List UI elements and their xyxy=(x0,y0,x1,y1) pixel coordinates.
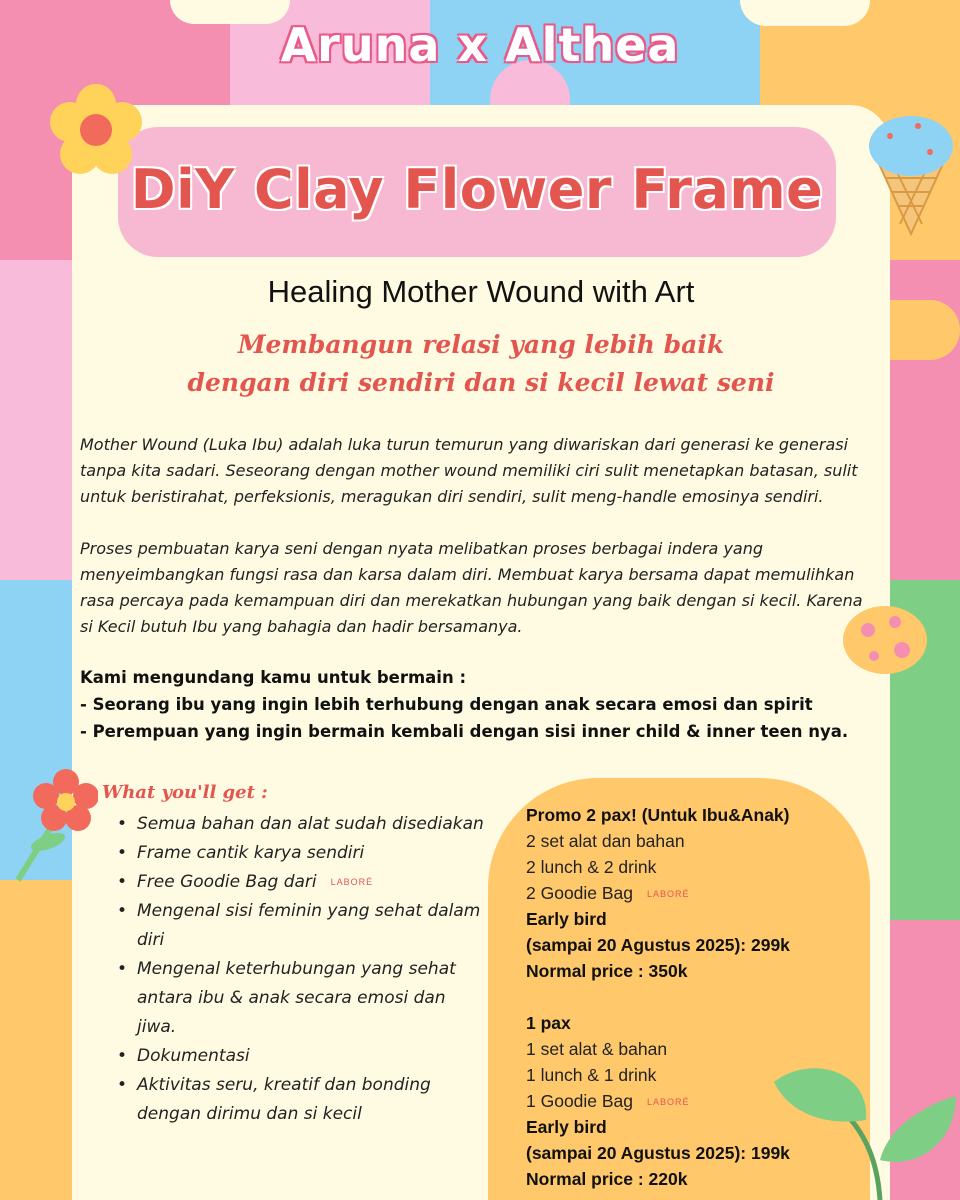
promo1-item: 1 lunch & 1 drink xyxy=(526,1065,657,1085)
list-item xyxy=(115,955,485,1042)
benefits-list xyxy=(115,810,485,1129)
list-item xyxy=(115,1042,485,1071)
promo2-early-price: (sampai 20 Agustus 2025): 299k xyxy=(526,935,790,955)
list-item xyxy=(115,839,485,868)
promo2-item-text: 2 Goodie Bag xyxy=(526,883,634,903)
invite-item: - Perempuan yang ingin bermain kembali dengan sisi inner child & inner teen nya. xyxy=(80,722,849,741)
list-item xyxy=(115,868,485,897)
invite-heading: Kami mengundang kamu untuk bermain : xyxy=(80,668,467,687)
labore-logo: LABORÉ xyxy=(647,889,690,900)
invite-item: - Seorang ibu yang ingin lebih terhubung dengan anak secara emosi dan spirit xyxy=(80,695,813,714)
tagline xyxy=(72,326,890,402)
list-item-text: Aktivitas seru, kreatif dan bonding dengan dirimu dan si kecil xyxy=(137,1075,431,1124)
flower-stem-icon xyxy=(8,768,98,888)
list-item-text: Mengenal keterhubungan yang sehat antara ibu & anak secara emosi dan jiwa. xyxy=(137,959,456,1037)
benefits-title: What you'll get : xyxy=(102,782,268,803)
promo2-normal-price: Normal price : 350k xyxy=(526,961,688,981)
list-item xyxy=(115,810,485,839)
intro-paragraph: Mother Wound (Luka Ibu) adalah luka turun temurun yang diwariskan dari generasi ke generasi tanpa kita sadari. Seseorang dengan mother wound memiliki ciri sulit menetapkan batasan, sulit untuk beristirahat, perfeksionis, meragukan diri sendiri, sulit meng-handle emosinya sendiri. xyxy=(80,435,858,506)
leaf-icon xyxy=(770,1060,960,1200)
list-item-text: Dokumentasi xyxy=(137,1046,250,1066)
labore-logo: LABORÉ xyxy=(647,1097,690,1108)
tagline-line: dengan diri sendiri dan si kecil lewat seni xyxy=(187,368,775,397)
brand-title: Aruna x Althea xyxy=(280,18,680,72)
promo1-title: 1 pax xyxy=(526,1013,571,1033)
promo2-early-label: Early bird xyxy=(526,909,607,929)
list-item-text: Semua bahan dan alat sudah disediakan xyxy=(137,814,484,834)
promo1-early-label: Early bird xyxy=(526,1117,607,1137)
list-item xyxy=(115,897,485,955)
list-item xyxy=(115,1071,485,1129)
ice-cream-icon xyxy=(866,96,956,236)
promo1-item-text: 1 Goodie Bag xyxy=(526,1091,634,1111)
promo2-item: 2 lunch & 2 drink xyxy=(526,857,657,877)
flower-icon xyxy=(48,82,144,178)
labore-logo: LABORÉ xyxy=(330,877,374,887)
subtitle: Healing Mother Wound with Art xyxy=(267,274,695,309)
process-paragraph: Proses pembuatan karya seni dengan nyata melibatkan proses berbagai indera yang menyeimbangkan fungsi rasa dan karsa dalam diri. Membuat karya bersama dapat memulihkan rasa percaya pada kemampuan diri dan merekatkan hubungan yang baik dengan si kecil. Karena si Kecil butuh Ibu yang bahagia dan hadir bersamanya. xyxy=(80,539,863,636)
ice-cream-icon xyxy=(840,600,930,680)
promo2-title: Promo 2 pax! (Untuk Ibu&Anak) xyxy=(526,805,790,825)
list-item-text: Mengenal sisi feminin yang sehat dalam diri xyxy=(137,901,481,950)
promo2-item xyxy=(526,880,876,906)
promo2-item: 2 set alat dan bahan xyxy=(526,831,685,851)
invite-section xyxy=(80,664,880,745)
promo1-normal-price: Normal price : 220k xyxy=(526,1169,688,1189)
promo1-item: 1 set alat & bahan xyxy=(526,1039,668,1059)
list-item-text: Free Goodie Bag dari xyxy=(137,872,317,892)
promo1-early-price: (sampai 20 Agustus 2025): 199k xyxy=(526,1143,790,1163)
tagline-line: Membangun relasi yang lebih baik xyxy=(237,330,725,359)
list-item-text: Frame cantik karya sendiri xyxy=(137,843,365,863)
spacer xyxy=(526,984,876,1010)
page-title: DiY Clay Flower Frame xyxy=(130,158,824,221)
